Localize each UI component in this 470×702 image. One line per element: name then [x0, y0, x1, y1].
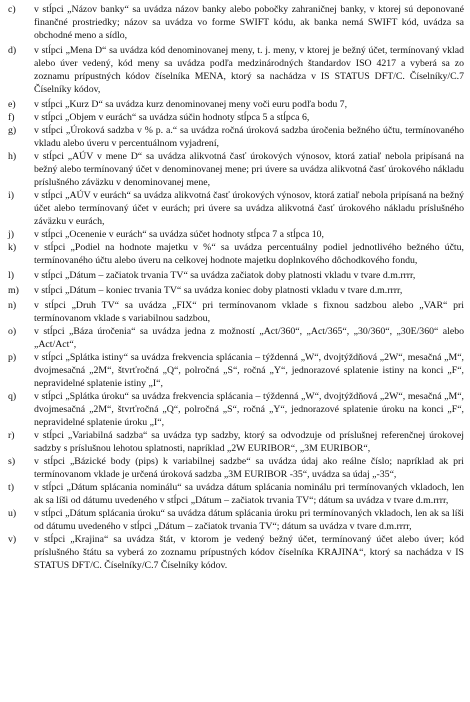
item-letter: r): [8, 430, 15, 441]
item-text: v stĺpci „Úroková sadzba v % p. a.“ sa uvádza ročná úroková sadzba úročenia bežného účtu, termínovaného vkladu alebo úveru v percentuálnom vyjadrení,: [34, 125, 464, 149]
item-text: v stĺpci „AÚV v mene D“ sa uvádza alikvotná časť úrokových výnosov, ktorá zatiaľ nebola pripísaná na bežný alebo termínovaný účet v denominovanej mene; pri úvere sa uvádza alikvotná časť úrokového nákladu príslušného záväzku v denominovanej mene,: [34, 151, 464, 188]
item-letter: v): [8, 534, 17, 545]
item-text: v stĺpci „Dátum splácania úroku“ sa uvádza dátum splácania úroku pri termínovaných vkladoch, len ak sa líši od dátumu uvedeného v stĺpci „Dátum – začiatok trvania TV“; dátum sa uvádza v tvare d.m.rrrr,: [34, 508, 464, 532]
list-item-o: [8, 325, 464, 351]
list-item-e: [8, 98, 464, 111]
list-item-n: [8, 299, 464, 325]
item-letter: m): [8, 285, 19, 296]
item-letter: k): [8, 242, 17, 253]
item-letter: n): [8, 300, 17, 311]
item-text: v stĺpci „Kurz D“ sa uvádza kurz denominovanej meny voči euru podľa bodu 7,: [34, 99, 348, 110]
item-text: v stĺpci „AÚV v eurách“ sa uvádza alikvotná časť úrokových výnosov, ktorá zatiaľ nebola pripísaná na bežný účet alebo termínovaný účet v eurách; pri úvere sa uvádza alikvotná časť úrokového nákladu príslušného záväzku v eurách,: [34, 190, 464, 227]
item-letter: g): [8, 125, 17, 136]
list-item-q: [8, 390, 464, 429]
list-item-i: [8, 189, 464, 228]
list-item-u: [8, 507, 464, 533]
item-letter: e): [8, 99, 16, 110]
list-item-d: [8, 44, 464, 96]
list-item-p: [8, 351, 464, 390]
item-text: v stĺpci „Splátka úroku“ sa uvádza frekvencia splácania – týždenná „W“, dvojtýždňová „2W“, mesačná „M“, dvojmesačná „2M“, štvrťročná „Q“, polročná „S“, ročná „Y“, jednorazové splatenie úroku na konci „F“, nepravidelné splatenie úroku „I“,: [34, 391, 464, 428]
item-text: v stĺpci „Báza úročenia“ sa uvádza jedna z možností „Act/360“, „Act/365“, „30/360“, „30E/360“ alebo „Act/Act“,: [34, 326, 464, 350]
item-letter: h): [8, 151, 17, 162]
item-letter: i): [8, 190, 14, 201]
item-letter: j): [8, 229, 14, 240]
list-item-c: [8, 3, 464, 42]
item-text: v stĺpci „Dátum splácania nominálu“ sa uvádza dátum splácania nominálu pri termínovaných vkladoch, len ak sa líši od dátumu uvedeného v stĺpci „Dátum – začiatok trvania TV“; dátum sa uvádza v tvare d.m.rrrr,: [34, 482, 464, 506]
list-item-s: [8, 455, 464, 481]
item-letter: c): [8, 4, 16, 15]
item-letter: s): [8, 456, 16, 467]
list-item-v: [8, 533, 464, 572]
list-item-g: [8, 124, 464, 150]
item-text: v stĺpci „Variabilná sadzba“ sa uvádza typ sadzby, ktorý sa odvodzuje od príslušnej referenčnej úrokovej sadzby s príslušnou lehotou splatnosti, napríklad „2W EURIBOR“, „3M EURIBOR“,: [34, 430, 464, 454]
list-item-f: [8, 111, 464, 124]
list-item-m: [8, 284, 464, 297]
item-text: v stĺpci „Dátum – koniec trvania TV“ sa uvádza koniec doby platnosti vkladu v tvare d.m.rrrr,: [34, 285, 403, 296]
list-item-k: [8, 241, 464, 267]
list-item-j: [8, 228, 464, 241]
item-text: v stĺpci „Objem v eurách“ sa uvádza súčin hodnoty stĺpca 5 a stĺpca 6,: [34, 112, 310, 123]
item-text: v stĺpci „Názov banky“ sa uvádza názov banky alebo pobočky zahraničnej banky, v ktorej sú deponované finančné prostriedky; názov sa uvádza vo forme SWIFT kódu, ak banka nemá SWIFT kód, uvádza sa obchodné meno a sídlo,: [34, 4, 464, 41]
item-letter: q): [8, 391, 17, 402]
item-letter: l): [8, 270, 14, 281]
item-text: v stĺpci „Bázické body (pips) k variabilnej sadzbe“ sa uvádza údaj ako reálne číslo; napríklad ak pri termínovanom vklade je určená úroková sadzba „3M EURIBOR -35“, uvádza sa údaj „-35“,: [34, 456, 464, 480]
item-text: v stĺpci „Ocenenie v eurách“ sa uvádza súčet hodnoty stĺpca 7 a stĺpca 10,: [34, 229, 324, 240]
item-letter: f): [8, 112, 15, 123]
list-item-l: [8, 269, 464, 282]
item-letter: o): [8, 326, 17, 337]
item-text: v stĺpci „Mena D“ sa uvádza kód denominovanej meny, t. j. meny, v ktorej je bežný účet, termínovaný vklad alebo úver vedený, kód meny sa uvádza podľa medzinárodných štandardov ISO 4217 a vyberá sa zo zoznamu prípustných kódov číselníka MENA, ktorý sa nachádza v IS STATUS DFT/C. Číselníky/C.7 Číselníky kódov,: [34, 45, 464, 95]
item-letter: t): [8, 482, 14, 493]
list-item-t: [8, 481, 464, 507]
item-text: v stĺpci „Dátum – začiatok trvania TV“ sa uvádza začiatok doby platnosti vkladu v tvare d.m.rrrr,: [34, 270, 416, 281]
list-item-r: [8, 429, 464, 455]
item-text: v stĺpci „Podiel na hodnote majetku v %“ sa uvádza percentuálny podiel jednotlivého bežného účtu, termínovaného účtu alebo úveru na celkovej hodnote majetku doplnkového dôchodkového fondu,: [34, 242, 464, 266]
item-text: v stĺpci „Splátka istiny“ sa uvádza frekvencia splácania – týždenná „W“, dvojtýždňová „2W“, mesačná „M“, dvojmesačná „2M“, štvrťročná „Q“, polročná „S“, ročná „Y“, jednorazové splatenie istiny na konci „F“, nepravidelné splatenie istiny „I“,: [34, 352, 464, 389]
item-letter: p): [8, 352, 17, 363]
item-text: v stĺpci „Krajina“ sa uvádza štát, v ktorom je vedený bežný účet, termínovaný účet alebo úver; kód príslušného štátu sa vyberá zo zoznamu prípustných kódov číselníka KRAJINA“, ktorý sa nachádza v IS STATUS DFT/C. Číselníky/C.7 Číselníky kódov.: [34, 534, 464, 571]
item-letter: u): [8, 508, 17, 519]
item-letter: d): [8, 45, 17, 56]
item-text: v stĺpci „Druh TV“ sa uvádza „FIX“ pri termínovanom vklade s fixnou sadzbou alebo „VAR“ pri termínovanom vklade s variabilnou sadzbou,: [34, 300, 464, 324]
list-item-h: [8, 150, 464, 189]
